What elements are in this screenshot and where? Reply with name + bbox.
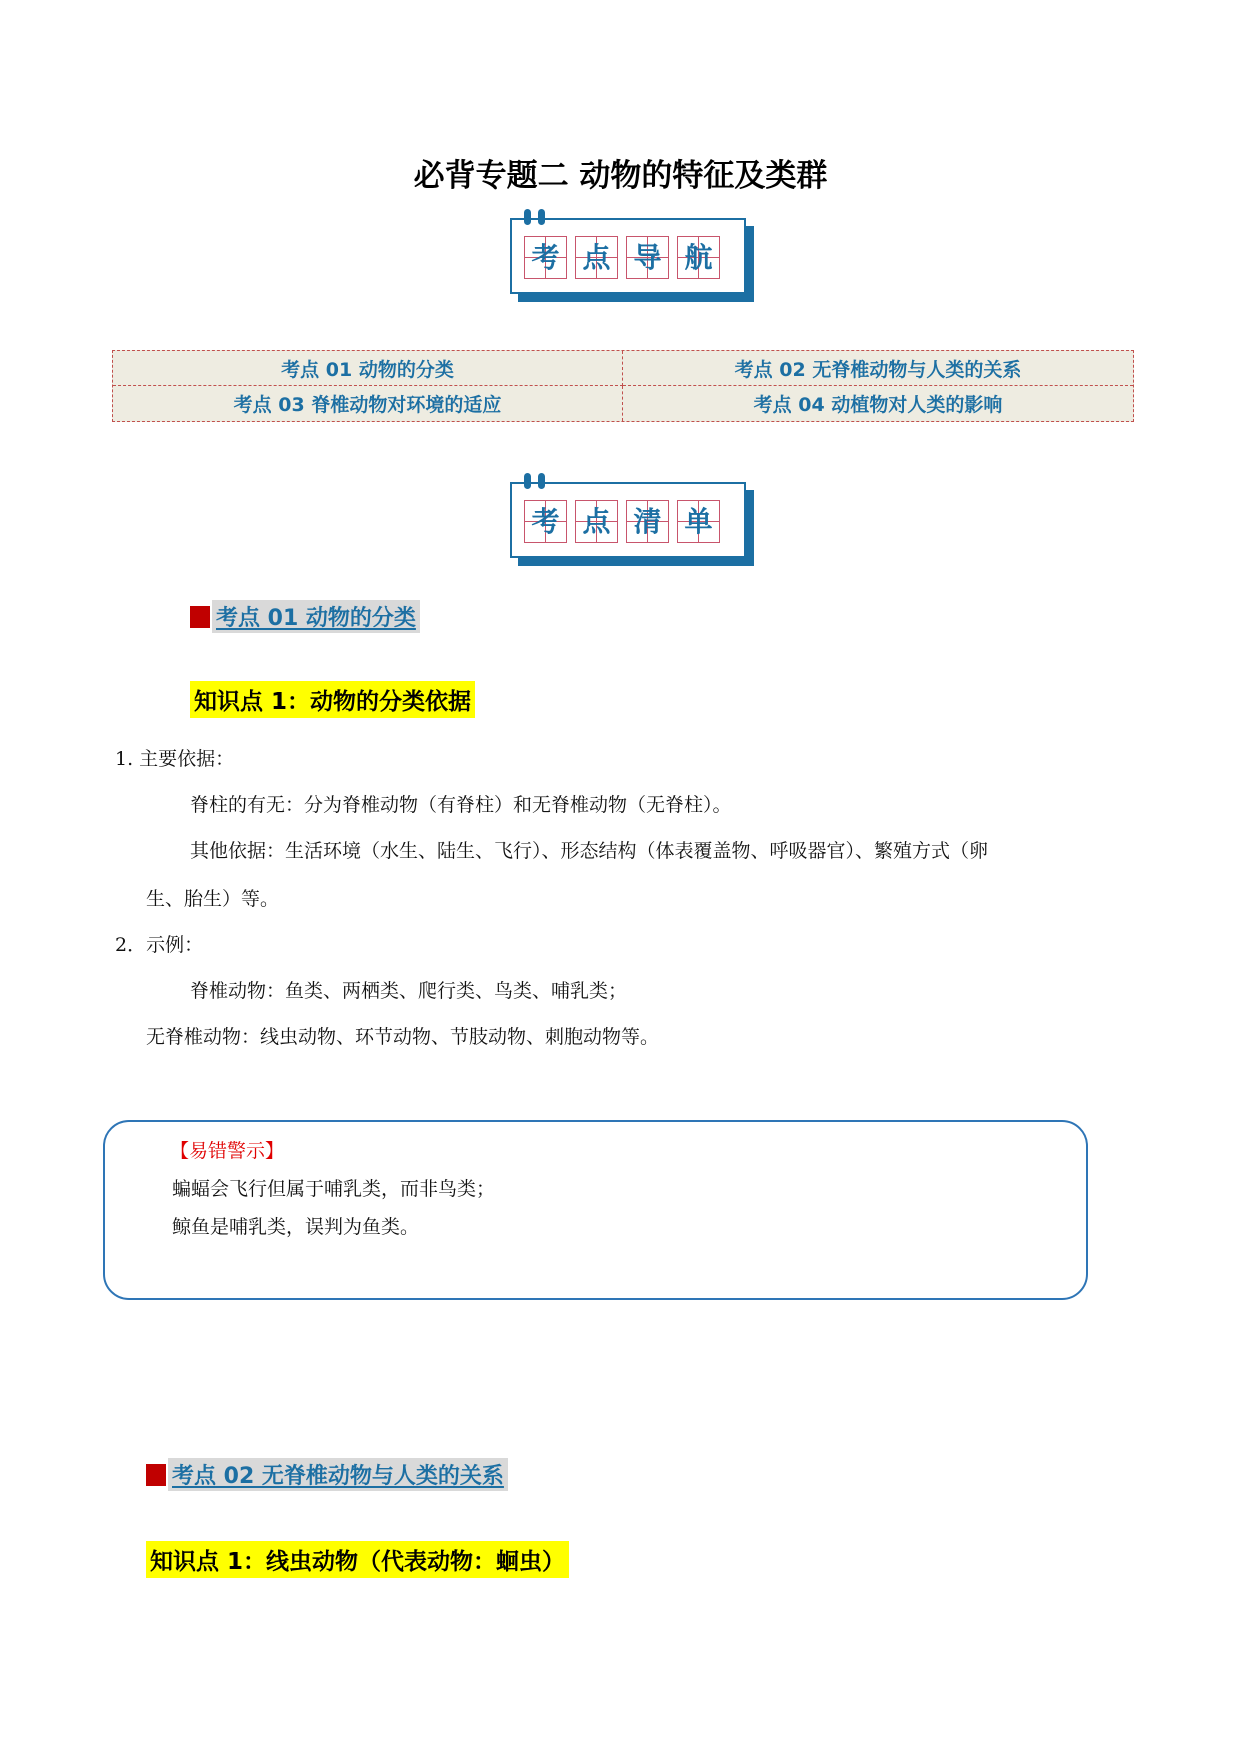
binder-ring-icon xyxy=(524,473,531,489)
binder-ring-icon xyxy=(538,209,545,225)
text-line: 脊柱的有无：分为脊椎动物（有脊柱）和无脊椎动物（无脊柱）。 xyxy=(190,794,732,816)
red-square-icon xyxy=(190,606,210,628)
badge-char: 点 xyxy=(575,236,618,279)
topic-nav-table xyxy=(112,350,1134,422)
nav-link-topic-01[interactable]: 考点 01 动物的分类 xyxy=(113,351,623,386)
knowledge-point-heading: 知识点 1：动物的分类依据 xyxy=(190,681,475,718)
nav-link-topic-03[interactable]: 考点 03 脊椎动物对环境的适应 xyxy=(113,386,623,421)
text-line: 脊椎动物：鱼类、两栖类、爬行类、鸟类、哺乳类； xyxy=(190,980,628,1002)
nav-link-topic-02[interactable]: 考点 02 无脊椎动物与人类的关系 xyxy=(623,351,1133,386)
badge-char: 单 xyxy=(677,500,720,543)
section-heading-topic-02 xyxy=(146,1458,508,1491)
badge-char: 考 xyxy=(524,236,567,279)
badge-char: 考 xyxy=(524,500,567,543)
nav-badge xyxy=(510,218,756,302)
section-heading-label[interactable]: 考点 01 动物的分类 xyxy=(212,600,420,633)
badge-char: 点 xyxy=(575,500,618,543)
text-line: 2．示例： xyxy=(115,934,204,956)
warning-title: 【易错警示】 xyxy=(170,1140,285,1162)
warning-line: 蝙蝠会飞行但属于哺乳类，而非鸟类； xyxy=(172,1178,496,1200)
section-heading-label[interactable]: 考点 02 无脊椎动物与人类的关系 xyxy=(168,1458,508,1491)
list-badge xyxy=(510,482,756,566)
text-line: 生、胎生）等。 xyxy=(146,888,280,910)
nav-link-topic-04[interactable]: 考点 04 动植物对人类的影响 xyxy=(753,394,1003,416)
red-square-icon xyxy=(146,1464,166,1486)
binder-ring-icon xyxy=(538,473,545,489)
binder-ring-icon xyxy=(524,209,531,225)
text-line: 无脊椎动物：线虫动物、环节动物、节肢动物、刺胞动物等。 xyxy=(146,1026,660,1048)
page-title: 必背专题二 动物的特征及类群 xyxy=(413,158,828,194)
badge-char: 清 xyxy=(626,500,669,543)
knowledge-point-heading: 知识点 1：线虫动物（代表动物：蛔虫） xyxy=(146,1541,569,1578)
text-line: 1. 主要依据： xyxy=(115,748,235,770)
warning-line: 鲸鱼是哺乳类，误判为鱼类。 xyxy=(172,1216,420,1238)
text-line: 其他依据：生活环境（水生、陆生、飞行）、形态结构（体表覆盖物、呼吸器官）、繁殖方式（卵 xyxy=(190,840,989,862)
section-heading-topic-01 xyxy=(190,600,420,633)
badge-char: 航 xyxy=(677,236,720,279)
badge-char: 导 xyxy=(626,236,669,279)
